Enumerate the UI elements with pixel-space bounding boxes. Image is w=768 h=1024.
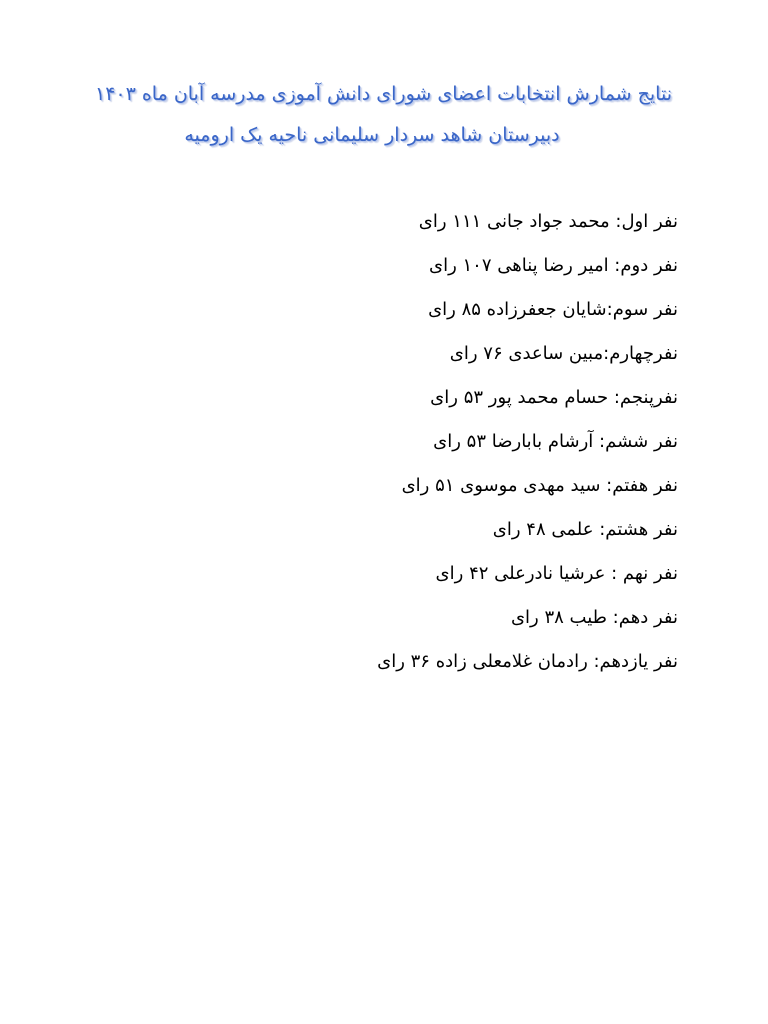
- results-list: [178, 211, 678, 695]
- result-item: نفر نهم : عرشیا نادرعلی ۴۲ رای: [435, 563, 678, 584]
- result-item: نفر یازدهم: رادمان غلامعلی زاده ۳۶ رای: [377, 651, 678, 672]
- result-item: نفر دوم: امیر رضا پناهی ۱۰۷ رای: [429, 255, 678, 276]
- result-item: نفر اول: محمد جواد جانی ۱۱۱ رای: [418, 211, 678, 232]
- result-item: نفرچهارم:مبین ساعدی ۷۶ رای: [449, 343, 678, 364]
- title-line-1: نتایج شمارش انتخابات اعضای شورای دانش آموزی مدرسه آبان ماه ۱۴۰۳: [94, 83, 672, 105]
- result-item: نفرپنجم: حسام محمد پور ۵۳ رای: [430, 387, 678, 408]
- document-title: [80, 82, 688, 147]
- title-line-2: دبیرستان شاهد سردار سلیمانی ناحیه یک ارومیه: [184, 124, 560, 146]
- result-item: نفر هفتم: سید مهدی موسوی ۵۱ رای: [401, 475, 678, 496]
- result-item: نفر سوم:شایان جعفرزاده ۸۵ رای: [428, 299, 678, 320]
- result-item: نفر هشتم: علمی ۴۸ رای: [492, 519, 678, 540]
- result-item: نفر ششم: آرشام بابارضا ۵۳ رای: [433, 431, 678, 452]
- result-item: نفر دهم: طیب ۳۸ رای: [510, 607, 678, 628]
